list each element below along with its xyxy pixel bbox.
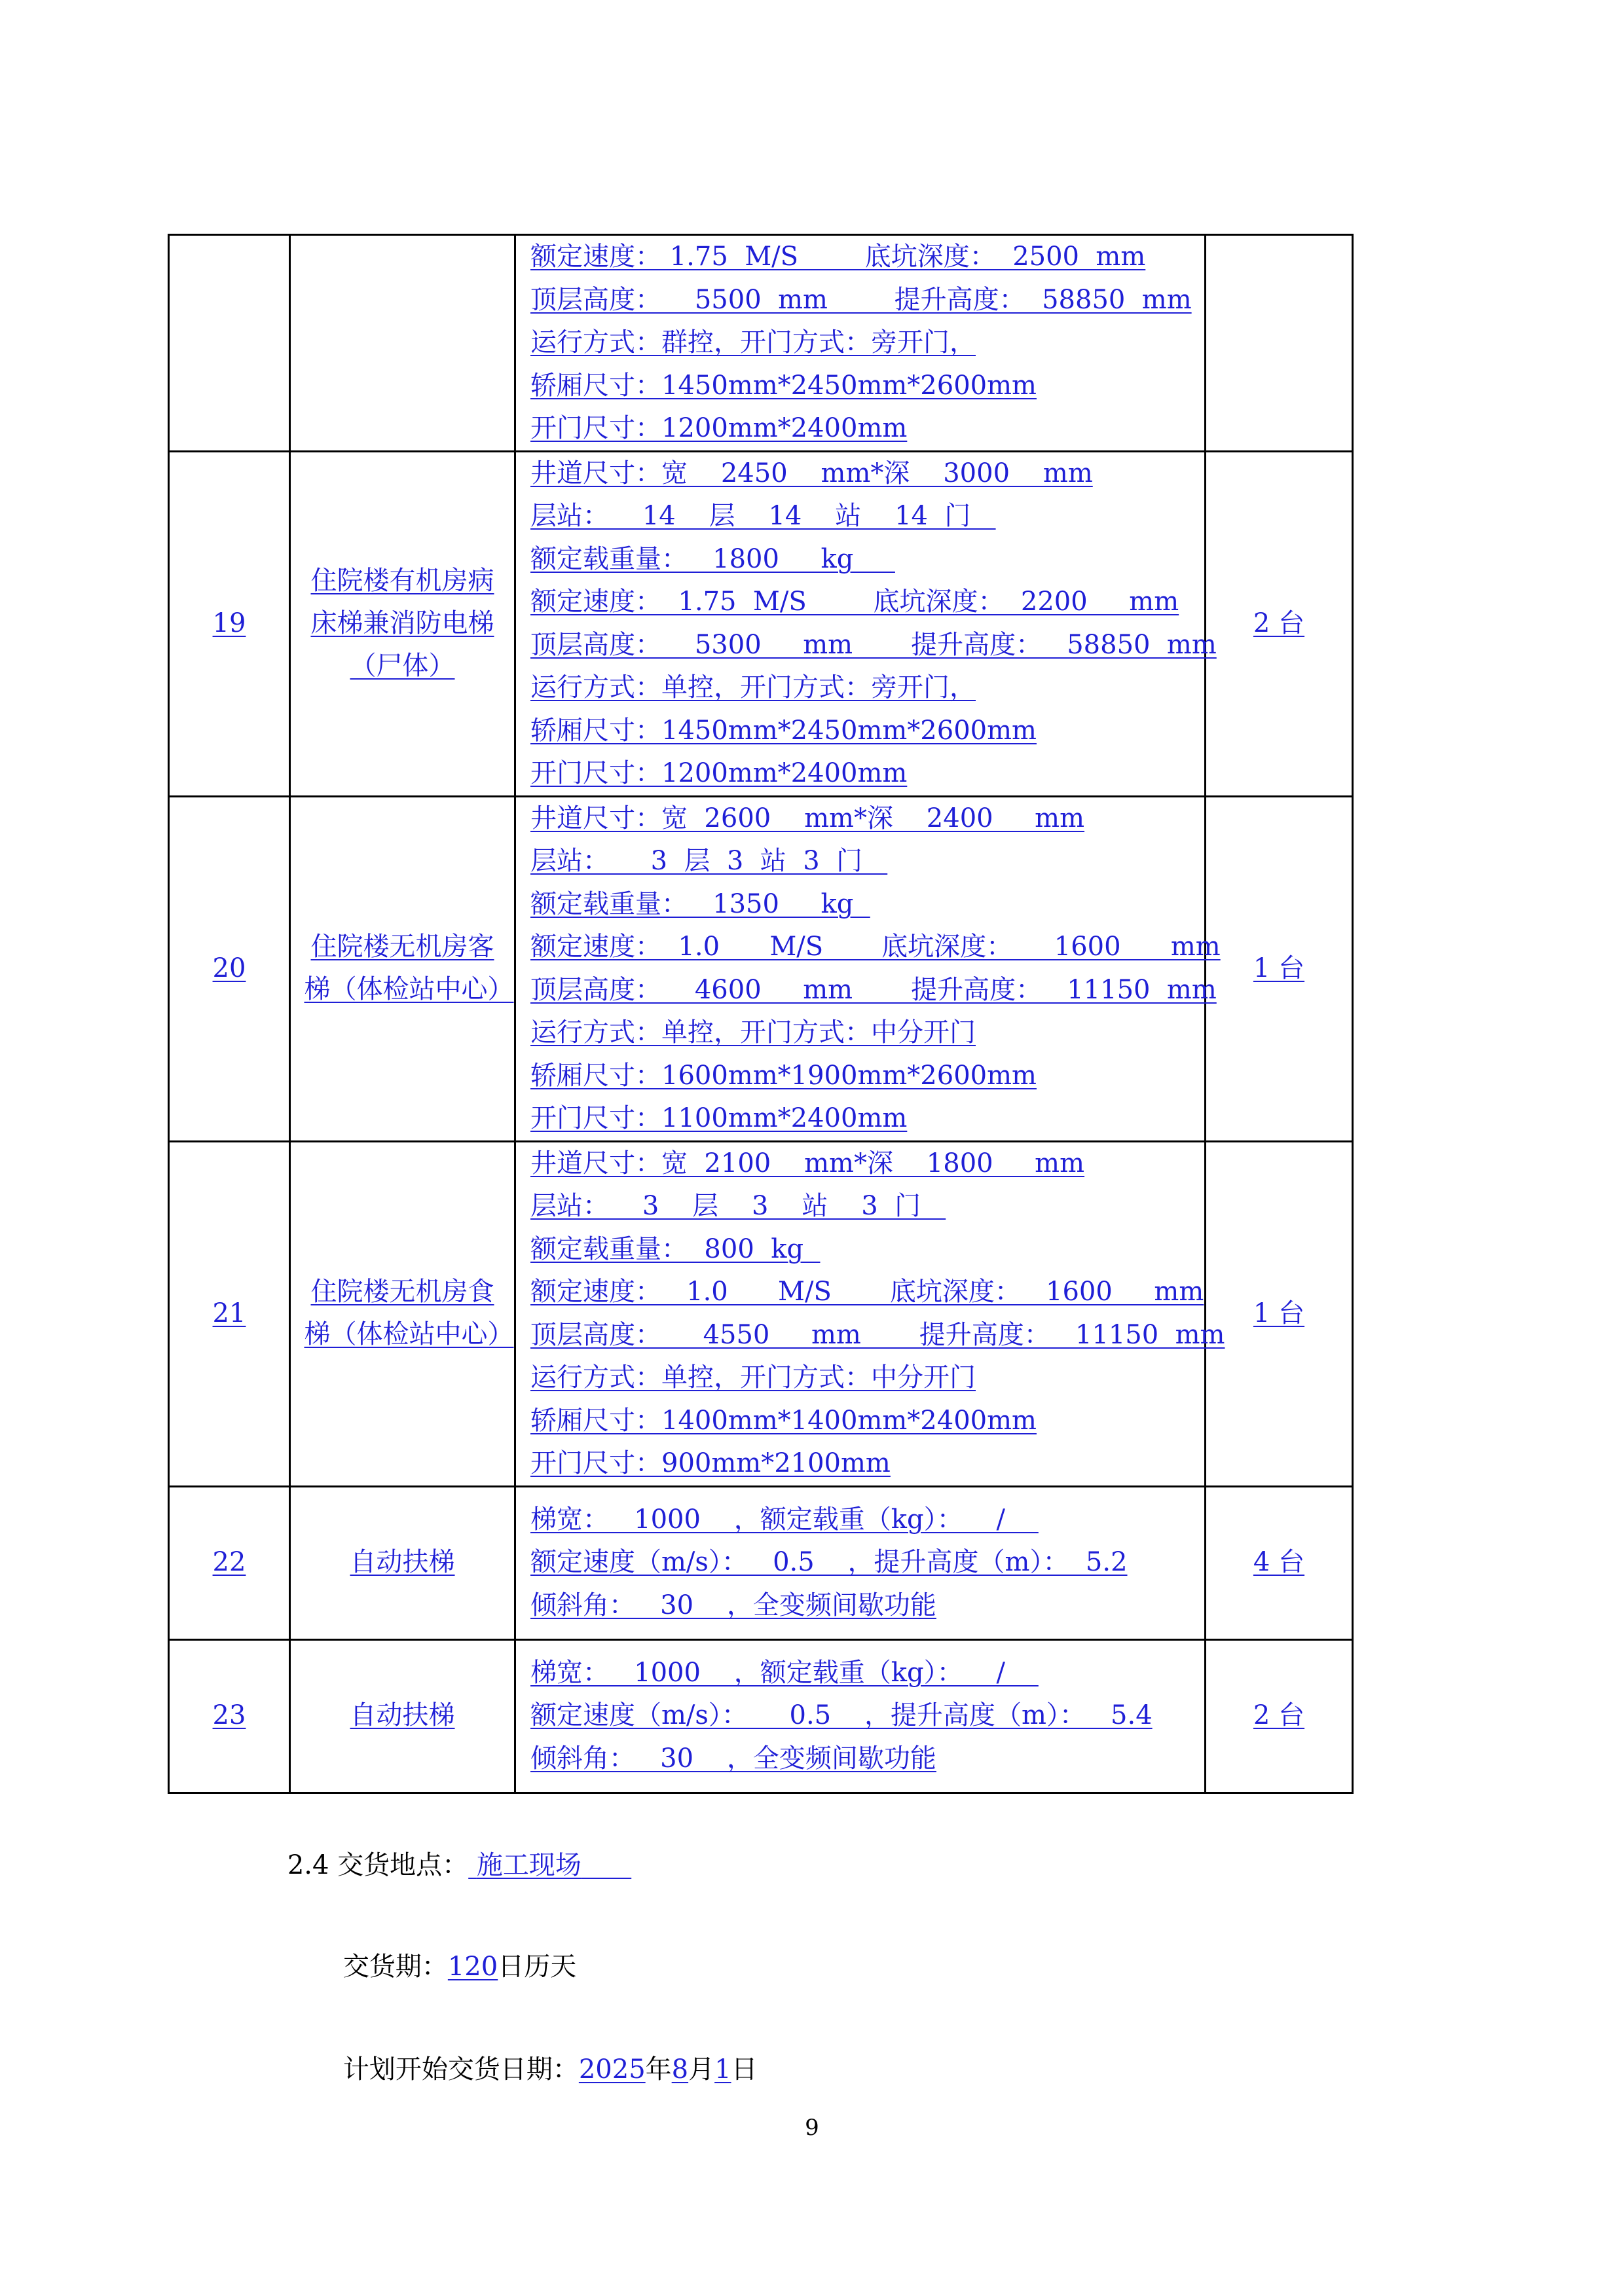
delivery-place-value[interactable]: 施工现场 xyxy=(476,1850,581,1880)
spec-line[interactable]: 开门尺寸：900mm*2100mm xyxy=(530,1448,891,1478)
delivery-start-day[interactable]: 1 xyxy=(714,2054,731,2085)
delivery-place-label: 2.4 交货地点： xyxy=(287,1850,469,1880)
spec-line[interactable]: 梯宽： 1000 ，额定载重（kg）： / xyxy=(530,1657,1039,1688)
spec-cell xyxy=(515,235,1206,452)
spec-line[interactable]: 轿厢尺寸：1450mm*2450mm*2600mm xyxy=(530,370,1037,401)
spec-line[interactable]: 额定载重量： 800 kg xyxy=(530,1233,821,1264)
equipment-name-cell xyxy=(290,796,515,1141)
spec-line[interactable]: 运行方式：单控，开门方式：中分开门 xyxy=(530,1362,976,1393)
spec-cell xyxy=(515,1141,1225,1486)
spec-line[interactable]: 开门尺寸：1100mm*2400mm xyxy=(530,1103,908,1133)
row-number-cell xyxy=(169,796,290,1141)
delivery-period xyxy=(310,1912,576,2022)
spec-cell xyxy=(515,1639,1206,1793)
quantity[interactable]: 2 台 xyxy=(1253,608,1305,638)
equipment-name-cell xyxy=(290,1639,515,1793)
equipment-name-cell xyxy=(290,235,515,452)
equipment-name[interactable]: 住院楼无机房客梯（体检站中心） xyxy=(304,932,514,1005)
quantity-cell xyxy=(1206,1639,1353,1793)
delivery-start-month[interactable]: 8 xyxy=(671,2054,689,2085)
equipment-name[interactable]: 住院楼有机房病床梯兼消防电梯（尸体） xyxy=(310,565,494,681)
row-number-cell xyxy=(169,1486,290,1639)
spec-line[interactable]: 开门尺寸：1200mm*2400mm xyxy=(530,758,908,788)
spec-line[interactable]: 运行方式：单控，开门方式：旁开门， xyxy=(530,672,976,702)
month-char: 月 xyxy=(688,2054,715,2085)
page-number: 9 xyxy=(805,2115,819,2141)
quantity[interactable]: 1 台 xyxy=(1253,1298,1305,1328)
delivery-place xyxy=(254,1810,631,1920)
equipment-name-cell xyxy=(290,1486,515,1639)
quantity-cell xyxy=(1206,235,1353,452)
table-row xyxy=(169,235,1353,452)
row-number-cell xyxy=(169,235,290,452)
quantity[interactable]: 2 台 xyxy=(1253,1700,1305,1731)
spec-line[interactable]: 层站： 3 层 3 站 3 门 xyxy=(530,1191,946,1221)
spec-line[interactable]: 顶层高度： 5500 mm 提升高度： 58850 mm xyxy=(530,284,1192,315)
table-row xyxy=(169,1639,1353,1793)
row-number[interactable]: 20 xyxy=(212,953,246,983)
delivery-period-value[interactable]: 120 xyxy=(447,1952,498,1982)
day-char: 日 xyxy=(731,2054,758,2085)
spec-line[interactable]: 倾斜角： 30 ，全变频间歇功能 xyxy=(530,1590,936,1620)
spec-line[interactable]: 倾斜角： 30 ，全变频间歇功能 xyxy=(530,1743,936,1774)
table-row xyxy=(169,451,1353,796)
spec-line[interactable]: 层站： 3 层 3 站 3 门 xyxy=(530,846,888,876)
spec-line[interactable]: 额定载重量： 1350 kg xyxy=(530,888,870,919)
spec-line[interactable]: 轿厢尺寸：1450mm*2450mm*2600mm xyxy=(530,715,1037,746)
row-number[interactable]: 19 xyxy=(212,608,246,638)
row-number[interactable]: 23 xyxy=(212,1700,246,1731)
table-row xyxy=(169,796,1353,1141)
row-number[interactable]: 22 xyxy=(212,1547,246,1578)
row-number[interactable]: 21 xyxy=(212,1298,246,1328)
spec-line[interactable]: 额定载重量： 1800 kg xyxy=(530,543,895,574)
row-number-cell xyxy=(169,1639,290,1793)
delivery-start-year[interactable]: 2025 xyxy=(578,2054,646,2085)
spec-line[interactable]: 额定速度： 1.75 M/S 底坑深度： 2500 mm xyxy=(530,242,1146,272)
quantity-cell xyxy=(1206,451,1353,796)
spec-line[interactable]: 井道尺寸：宽 2450 mm*深 3000 mm xyxy=(530,458,1093,488)
equipment-name[interactable]: 自动扶梯 xyxy=(350,1547,455,1578)
quantity[interactable]: 1 台 xyxy=(1253,953,1305,983)
quantity[interactable]: 4 台 xyxy=(1253,1547,1305,1578)
equipment-name-cell xyxy=(290,1141,515,1486)
spec-line[interactable]: 轿厢尺寸：1400mm*1400mm*2400mm xyxy=(530,1405,1037,1436)
spec-line[interactable]: 顶层高度： 4600 mm 提升高度： 11150 mm xyxy=(530,974,1217,1005)
table-row xyxy=(169,1141,1353,1486)
equipment-name[interactable]: 自动扶梯 xyxy=(350,1700,455,1731)
spec-line[interactable]: 顶层高度： 5300 mm 提升高度： 58850 mm xyxy=(530,629,1217,660)
delivery-start-label: 计划开始交货日期： xyxy=(342,2054,579,2085)
spec-line[interactable]: 运行方式：单控，开门方式：中分开门 xyxy=(530,1017,976,1048)
equipment-name[interactable]: 住院楼无机房食梯（体检站中心） xyxy=(304,1277,514,1350)
spec-cell xyxy=(515,796,1221,1141)
delivery-period-unit: 日历天 xyxy=(498,1952,577,1982)
quantity-cell xyxy=(1206,796,1353,1141)
delivery-period-label: 交货期： xyxy=(342,1952,448,1982)
spec-line[interactable]: 层站： 14 层 14 站 14 门 xyxy=(530,501,996,531)
spec-line[interactable]: 额定速度： 1.0 M/S 底坑深度： 1600 mm xyxy=(530,1277,1204,1307)
spec-line[interactable]: 额定速度（m/s）： 0.5 ，提升高度（m）： 5.2 xyxy=(530,1547,1128,1578)
table-row xyxy=(169,1486,1353,1639)
spec-line[interactable]: 额定速度： 1.75 M/S 底坑深度： 2200 mm xyxy=(530,587,1179,617)
quantity-cell xyxy=(1206,1141,1353,1486)
spec-line[interactable]: 井道尺寸：宽 2600 mm*深 2400 mm xyxy=(530,803,1085,833)
spec-line[interactable]: 顶层高度： 4550 mm 提升高度： 11150 mm xyxy=(530,1319,1225,1350)
year-char: 年 xyxy=(645,2054,672,2085)
spec-line[interactable]: 梯宽： 1000 ，额定载重（kg）： / xyxy=(530,1504,1039,1535)
equipment-name-cell xyxy=(290,451,515,796)
spec-line[interactable]: 井道尺寸：宽 2100 mm*深 1800 mm xyxy=(530,1148,1085,1178)
row-number-cell xyxy=(169,451,290,796)
elevator-spec-table xyxy=(168,234,1354,1794)
spec-line[interactable]: 额定速度： 1.0 M/S 底坑深度： 1600 mm xyxy=(530,932,1221,962)
quantity-cell xyxy=(1206,1486,1353,1639)
spec-cell xyxy=(515,451,1217,796)
spec-line[interactable]: 轿厢尺寸：1600mm*1900mm*2600mm xyxy=(530,1060,1037,1091)
row-number-cell xyxy=(169,1141,290,1486)
spec-line[interactable]: 开门尺寸：1200mm*2400mm xyxy=(530,413,908,443)
spec-table-body xyxy=(169,235,1353,1793)
spec-line[interactable]: 运行方式：群控，开门方式：旁开门， xyxy=(530,327,976,357)
spec-cell xyxy=(515,1486,1206,1639)
delivery-start-date xyxy=(310,2014,758,2124)
spec-line[interactable]: 额定速度（m/s）： 0.5 ，提升高度（m）： 5.4 xyxy=(530,1700,1153,1731)
